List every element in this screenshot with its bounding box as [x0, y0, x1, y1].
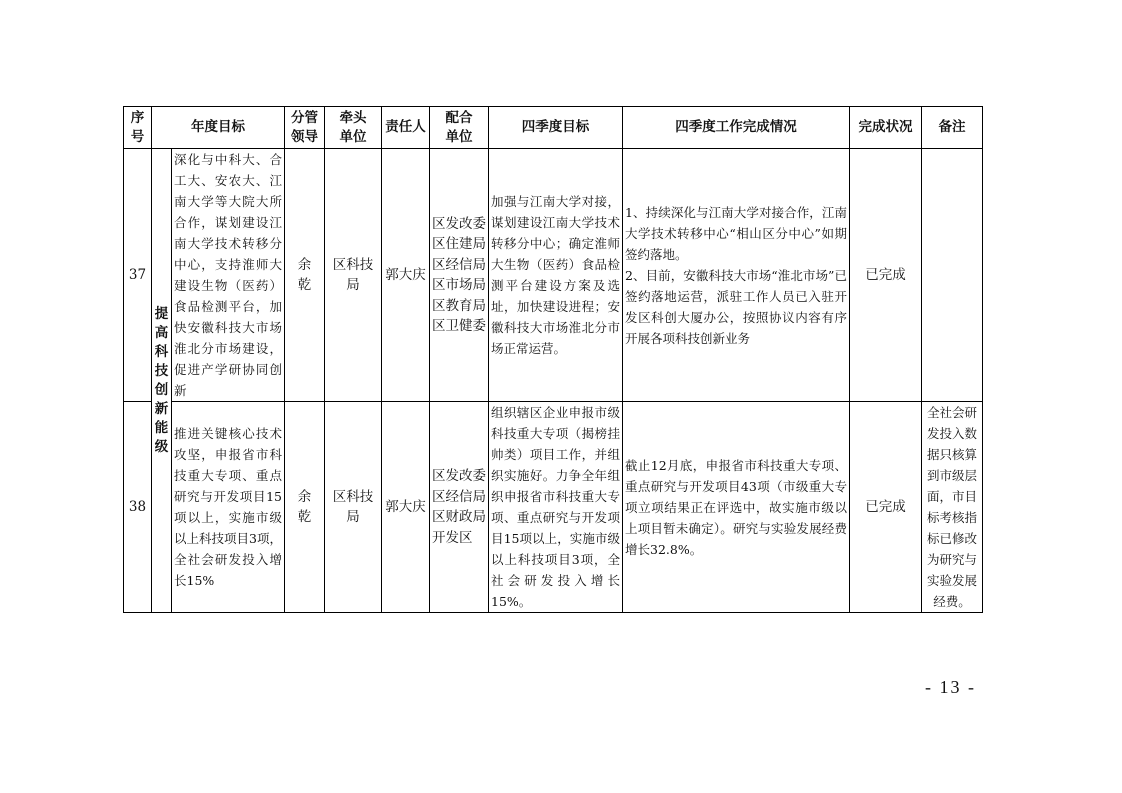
progress-item-2: 2、目前，安徽科技大市场“淮北市场”已签约落地运营，派驻工作人员已入驻开发区科创大厦办公，按照协议内容有序开展各项科技创新业务	[625, 267, 847, 346]
row-coop-unit: 区发改委区经信局区财政局开发区	[430, 402, 489, 613]
category-label	[154, 305, 169, 457]
row-q4-goal: 加强与江南大学对接，谋划建设江南大学技术转移分中心；确定淮师大生物（医药）食品检测平台建设方案及选址，加快建设进程；安徽科技大市场淮北分市场正常运营。	[489, 149, 623, 402]
header-seq: 序号	[124, 107, 152, 149]
table-header-row	[124, 107, 983, 149]
row-status: 已完成	[850, 149, 922, 402]
header-q4-goal: 四季度目标	[489, 107, 623, 149]
row-leader: 余乾	[285, 402, 325, 613]
row-goal: 推进关键核心技术攻坚，申报省市科技重大专项、重点研究与开发项目15项以上，实施市级以上科技项目3项，全社会研发投入增长15%	[172, 402, 285, 613]
category-char: 能	[154, 419, 169, 436]
category-char: 新	[154, 400, 169, 417]
row-person: 郭大庆	[382, 149, 430, 402]
row-q4-goal: 组织辖区企业申报市级科技重大专项（揭榜挂帅类）项目工作，并组织实施好。力争全年组织申报省市科技重大专项、重点研究与开发项目15项以上，实施市级以上科技项目3项，全社会研发投入增长15%。	[489, 402, 623, 613]
header-goal: 年度目标	[152, 107, 285, 149]
row-coop-unit: 区发改委区住建局区经信局区市场局区教育局区卫健委	[430, 149, 489, 402]
header-leader: 分管领导	[285, 107, 325, 149]
row-lead-unit: 区科技局	[325, 402, 382, 613]
work-progress-table	[123, 106, 983, 613]
row-remarks: 全社会研发投入数据只核算到市级层面，市目标考核指标已修改为研究与实验发展经费。	[922, 402, 983, 613]
row-status: 已完成	[850, 402, 922, 613]
category-char: 高	[154, 324, 169, 341]
row-remarks	[922, 149, 983, 402]
category-char: 科	[154, 343, 169, 360]
header-remarks: 备注	[922, 107, 983, 149]
category-char: 技	[154, 362, 169, 379]
category-cell	[152, 149, 172, 613]
header-coop-unit: 配合单位	[430, 107, 489, 149]
header-q4-progress: 四季度工作完成情况	[623, 107, 850, 149]
category-char: 提	[154, 305, 169, 322]
table-row	[124, 402, 983, 613]
row-seq: 38	[124, 402, 152, 613]
row-leader: 余乾	[285, 149, 325, 402]
category-char: 级	[154, 438, 169, 455]
row-person: 郭大庆	[382, 402, 430, 613]
header-person: 责任人	[382, 107, 430, 149]
row-lead-unit: 区科技局	[325, 149, 382, 402]
header-status: 完成状况	[850, 107, 922, 149]
row-seq: 37	[124, 149, 152, 402]
row-q4-progress: 截止12月底，申报省市科技重大专项、重点研究与开发项目43项（市级重大专项立项结果正在评选中，故实施市级以上项目暂未确定）。研究与实验发展经费增长32.8%。	[623, 402, 850, 613]
category-char: 创	[154, 381, 169, 398]
page-number: - 13 -	[925, 677, 976, 697]
row-q4-progress	[623, 149, 850, 402]
progress-item-1: 1、持续深化与江南大学对接合作，江南大学技术转移中心“相山区分中心”如期签约落地。	[625, 204, 847, 262]
header-lead-unit: 牵头单位	[325, 107, 382, 149]
row-goal: 深化与中科大、合工大、安农大、江南大学等大院大所合作，谋划建设江南大学技术转移分中心，支持淮师大建设生物（医药）食品检测平台，加快安徽科技大市场淮北分市场建设，促进产学研协同创新	[172, 149, 285, 402]
table-row	[124, 149, 983, 402]
